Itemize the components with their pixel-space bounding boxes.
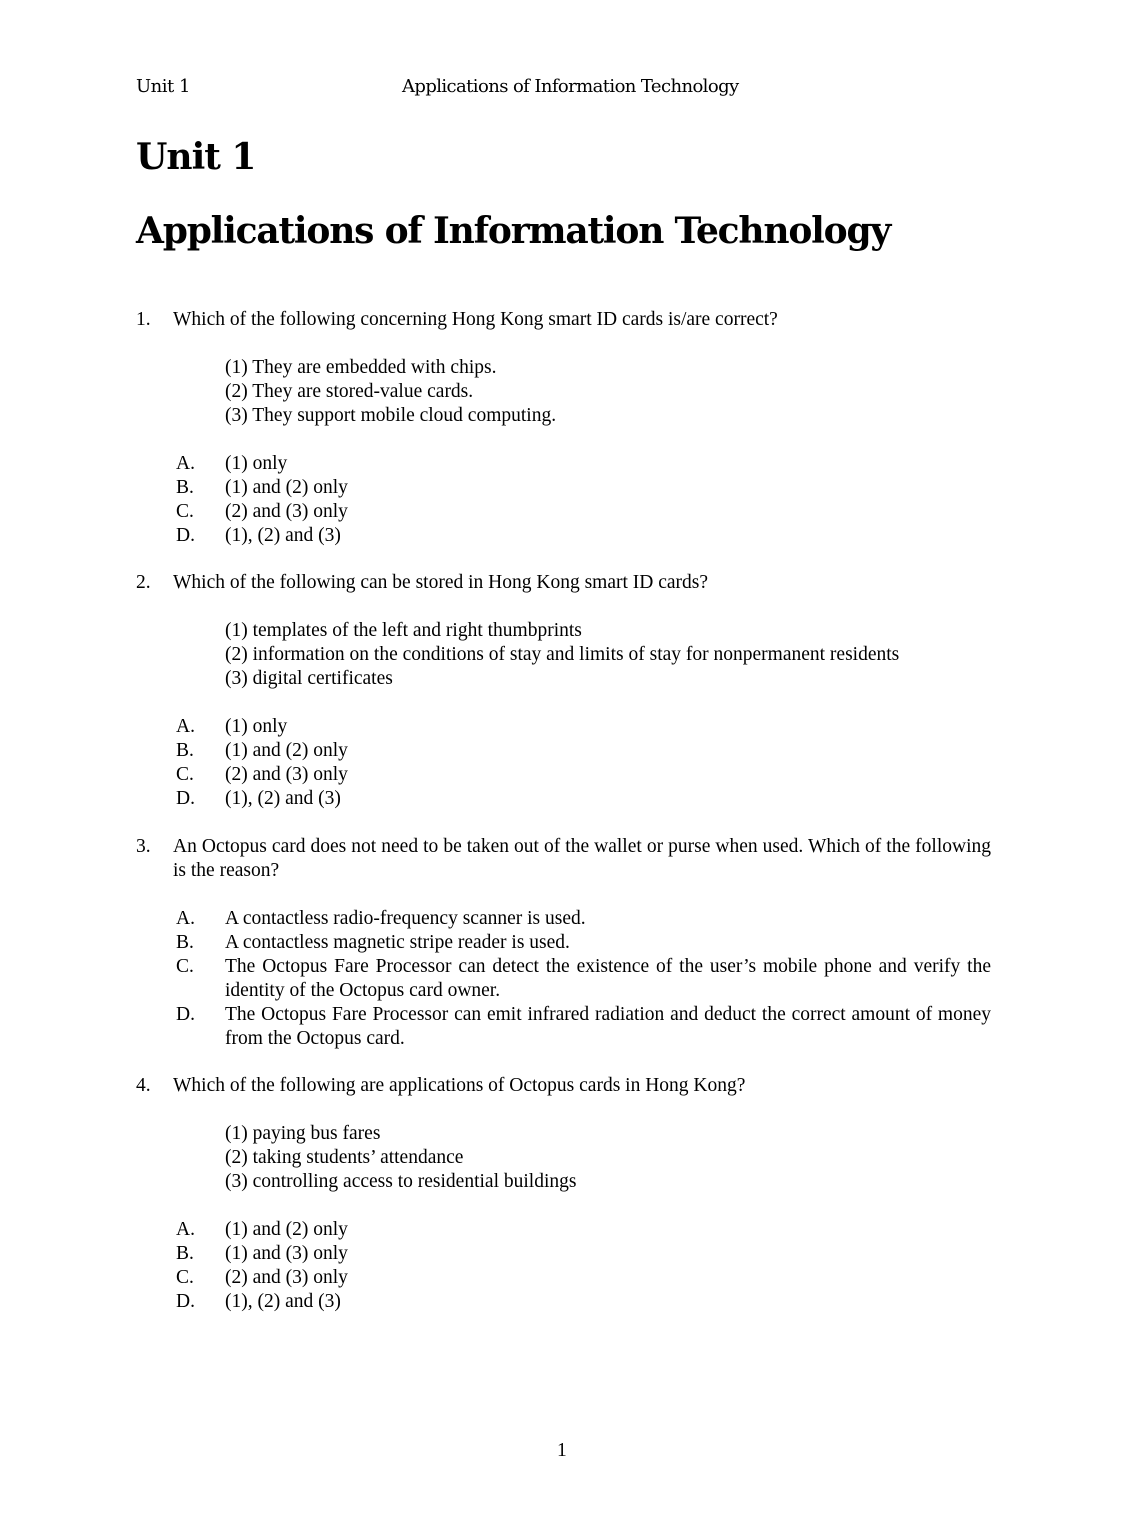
option-list (136, 715, 991, 811)
option-letter: B. (176, 740, 194, 761)
option-a (136, 715, 991, 739)
unit-heading: Unit 1 (136, 136, 256, 178)
statement: (3) digital certificates (225, 668, 393, 689)
option-letter: D. (176, 1291, 195, 1312)
option-c (136, 500, 991, 524)
option-letter: A. (176, 716, 195, 737)
option-list (136, 1218, 991, 1314)
option-text: The Octopus Fare Processor can detect the existence of the user’s mobile phone and verify the identity of the Octopus card owner. (225, 956, 991, 1001)
option-text: (1) and (3) only (225, 1243, 348, 1264)
chapter-title: Applications of Information Technology (136, 210, 891, 252)
option-list (136, 907, 991, 1051)
statement: (2) They are stored-value cards. (225, 381, 474, 402)
statement: (2) taking students’ attendance (225, 1147, 464, 1168)
statement: (1) paying bus fares (225, 1123, 381, 1144)
option-letter: A. (176, 908, 195, 929)
option-text: (1) and (2) only (225, 1219, 348, 1240)
option-b (136, 739, 991, 763)
option-text: A contactless radio-frequency scanner is used. (225, 908, 586, 929)
option-a (136, 907, 991, 931)
option-letter: B. (176, 932, 194, 953)
option-letter: B. (176, 477, 194, 498)
option-text: (2) and (3) only (225, 501, 348, 522)
statement: (1) templates of the left and right thumbprints (225, 620, 582, 641)
question-4 (136, 1074, 991, 1314)
option-text: (1) only (225, 716, 288, 737)
question-1 (136, 308, 991, 548)
option-list (136, 452, 991, 548)
question-text: Which of the following concerning Hong Kong smart ID cards is/are correct? (173, 309, 778, 330)
option-c (136, 1266, 991, 1290)
option-letter: D. (176, 1004, 195, 1025)
option-text: (2) and (3) only (225, 1267, 348, 1288)
option-b (136, 1242, 991, 1266)
option-c (136, 955, 991, 1003)
option-text: (1) and (2) only (225, 740, 348, 761)
option-d (136, 787, 991, 811)
question-3 (136, 835, 991, 1051)
option-text: (1), (2) and (3) (225, 788, 341, 809)
option-text: (1), (2) and (3) (225, 525, 341, 546)
option-d (136, 1003, 991, 1051)
statement: (2) information on the conditions of stay and limits of stay for nonpermanent residents (225, 644, 900, 665)
page-number: 1 (557, 1440, 567, 1461)
option-letter: B. (176, 1243, 194, 1264)
statement: (3) They support mobile cloud computing. (225, 405, 557, 426)
question-number: 2. (136, 572, 151, 593)
option-letter: A. (176, 1219, 195, 1240)
statement-list (225, 1122, 991, 1194)
question-number: 1. (136, 309, 151, 330)
question-text: An Octopus card does not need to be taken out of the wallet or purse when used. Which of the following is the reason? (173, 836, 991, 881)
running-header-left: Unit 1 (136, 76, 190, 97)
option-letter: D. (176, 788, 195, 809)
question-2 (136, 571, 991, 811)
running-header-title: Applications of Information Technology (402, 76, 739, 97)
option-b (136, 476, 991, 500)
option-letter: C. (176, 1267, 194, 1288)
statement-list (225, 356, 991, 428)
option-b (136, 931, 991, 955)
option-text: (1) only (225, 453, 288, 474)
option-d (136, 524, 991, 548)
option-a (136, 1218, 991, 1242)
statement: (1) They are embedded with chips. (225, 357, 497, 378)
option-a (136, 452, 991, 476)
option-text: (1), (2) and (3) (225, 1291, 341, 1312)
option-text: (2) and (3) only (225, 764, 348, 785)
question-text: Which of the following are applications of Octopus cards in Hong Kong? (173, 1075, 746, 1096)
option-c (136, 763, 991, 787)
option-text: The Octopus Fare Processor can emit infrared radiation and deduct the correct amount of money from the Octopus card. (225, 1004, 991, 1049)
statement: (3) controlling access to residential buildings (225, 1171, 577, 1192)
option-letter: C. (176, 764, 194, 785)
option-letter: C. (176, 501, 194, 522)
option-text: (1) and (2) only (225, 477, 348, 498)
option-letter: D. (176, 525, 195, 546)
option-text: A contactless magnetic stripe reader is used. (225, 932, 570, 953)
question-number: 3. (136, 836, 151, 857)
question-text: Which of the following can be stored in Hong Kong smart ID cards? (173, 572, 709, 593)
option-letter: C. (176, 956, 194, 977)
option-d (136, 1290, 991, 1314)
question-number: 4. (136, 1075, 151, 1096)
option-letter: A. (176, 453, 195, 474)
statement-list (225, 619, 991, 691)
